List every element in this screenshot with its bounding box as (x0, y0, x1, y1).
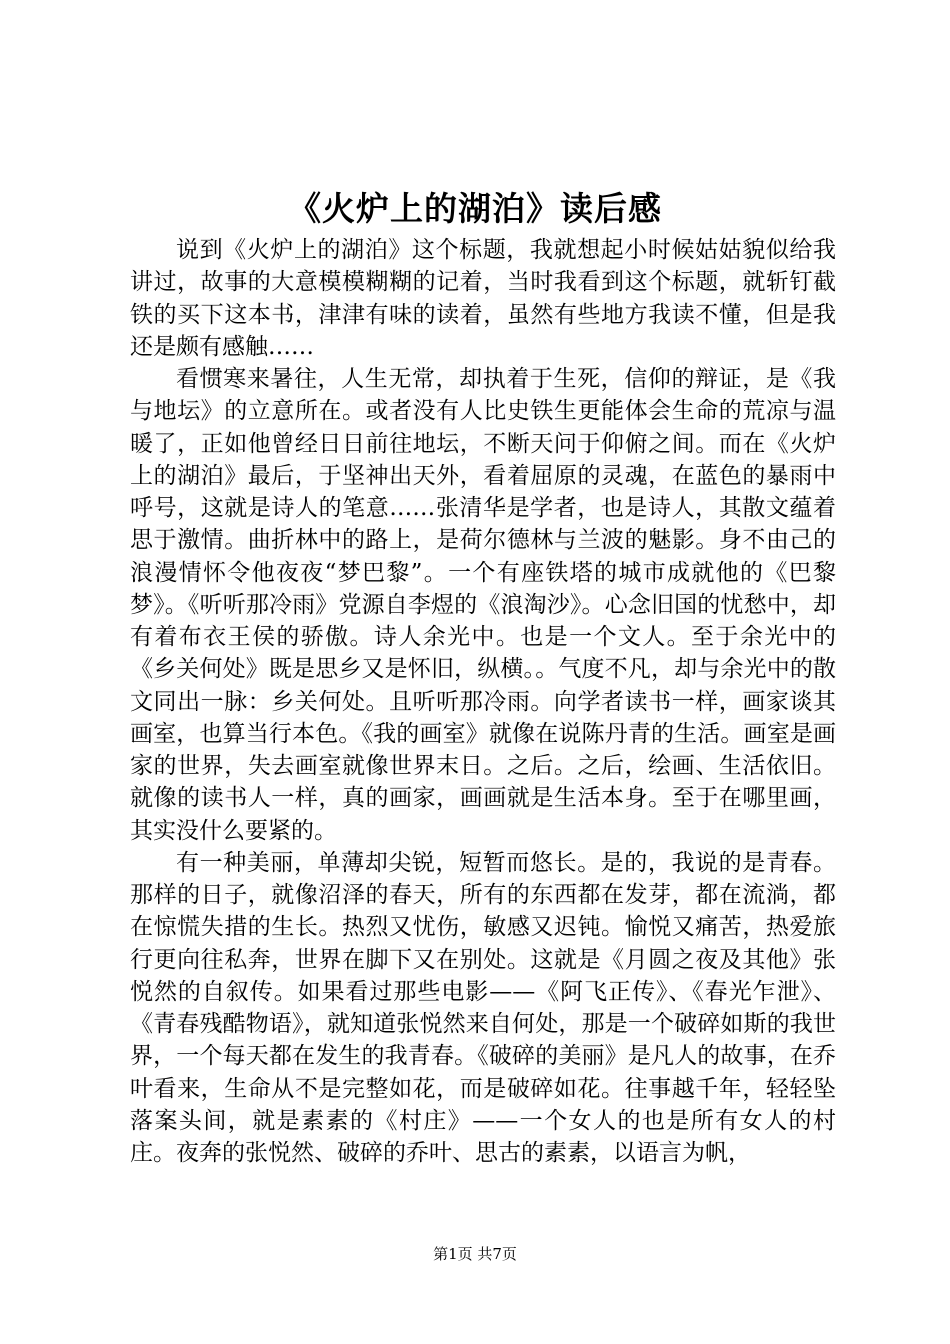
page-number-footer: 第1页 共7页 (433, 1245, 517, 1263)
paragraph-3: 有一种美丽，单薄却尖锐，短暂而悠长。是的，我说的是青春。那样的日子，就像沼泽的春天，所有的东西都在发芽，都在流淌，都在惊慌失措的生长。热烈又忧伤，敏感又迟钝。愉悦又痛苦，热爱旅行更向往私奔，世界在脚下又在别处。这就是《月圆之夜及其他》张悦然的自叙传。如果看过那些电影——《阿飞正传》、《春光乍泄》、《青春残酷物语》，就知道张悦然来自何处，那是一个破碎如斯的我世界，一个每天都在发生的我青春。《破碎的美丽》是凡人的故事，在乔叶看来，生命从不是完整如花，而是破碎如花。往事越千年，轻轻坠落案头间，就是素素的《村庄》——一个女人的也是所有女人的村庄。夜奔的张悦然、破碎的乔叶、思古的素素，以语言为帆， (130, 849, 836, 1166)
paragraph-1: 说到《火炉上的湖泊》这个标题，我就想起小时候姑姑貌似给我讲过，故事的大意模模糊糊的记着，当时我看到这个标题，就斩钉截铁的买下这本书，津津有味的读着，虽然有些地方我读不懂，但是我还是颇有感触…… (130, 237, 836, 360)
paragraph-2: 看惯寒来暑往，人生无常，却执着于生死，信仰的辩证，是《我与地坛》的立意所在。或者没有人比史铁生更能体会生命的荒凉与温暖了，正如他曾经日日前往地坛，不断天问于仰俯之间。而在《火炉上的湖泊》最后，于坚神出天外，看着屈原的灵魂，在蓝色的暴雨中呼号，这就是诗人的笔意……张清华是学者，也是诗人，其散文蕴着思于激情。曲折林中的路上，是荷尔德林与兰波的魅影。身不由己的浪漫情怀令他夜夜“梦巴黎”。一个有座铁塔的城市成就他的《巴黎梦》。《听听那冷雨》党源自李煜的《浪淘沙》。心念旧国的忧愁中，却有着布衣王侯的骄傲。诗人余光中。也是一个文人。至于余光中的《乡关何处》既是思乡又是怀旧，纵横。。气度不凡，却与余光中的散文同出一脉：乡关何处。且听听那冷雨。向学者读书一样，画家谈其画室，也算当行本色。《我的画室》就像在说陈丹青的生活。画室是画家的世界，失去画室就像世界末日。之后。之后，绘画、生活依旧。就像的读书人一样，真的画家，画画就是生活本身。至于在哪里画，其实没什么要紧的。 (130, 366, 836, 844)
document-title: 《火炉上的湖泊》读后感 (288, 189, 662, 228)
document-body (130, 234, 836, 1169)
